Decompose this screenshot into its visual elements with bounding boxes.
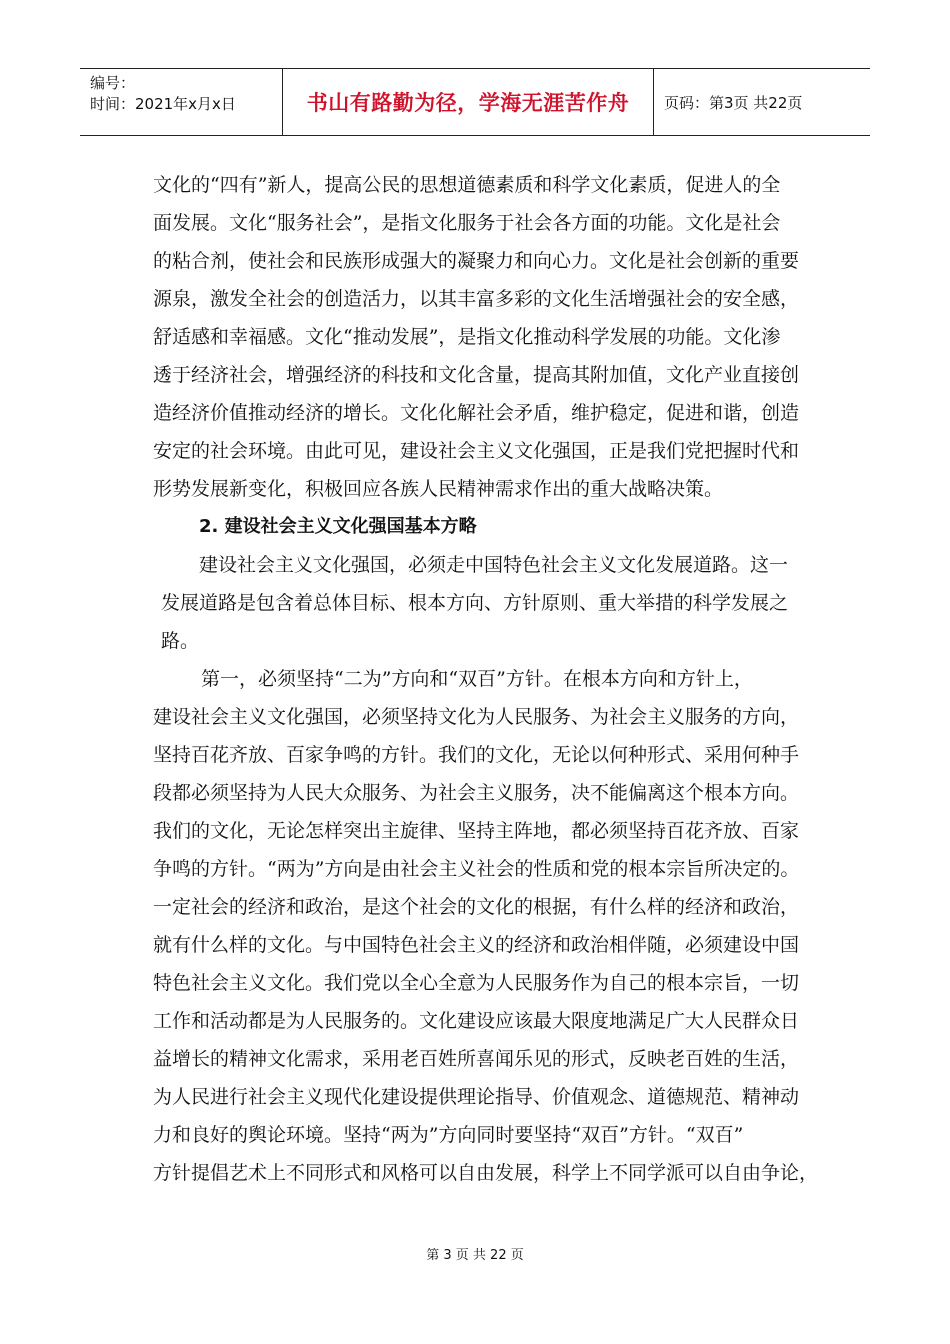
text-line: 工作和活动都是为人民服务的。文化建设应该最大限度地满足广大人民群众日 <box>153 1010 800 1032</box>
page-info-text: 页码：第3页 共22页 <box>664 93 803 112</box>
text-line: 舒适感和幸福感。文化“推动发展”，是指文化推动科学发展的功能。文化渗 <box>153 326 781 348</box>
document-body <box>153 166 819 1192</box>
text-line: 特色社会主义文化。我们党以全心全意为人民服务作为自己的根本宗旨，一切 <box>153 972 800 994</box>
paragraph-1 <box>153 166 813 508</box>
header-meta <box>80 69 282 135</box>
text-line: 段都必须坚持为人民大众服务、为社会主义服务，决不能偏离这个根本方向。 <box>153 782 800 804</box>
text-line: 就有什么样的文化。与中国特色社会主义的经济和政治相伴随，必须建设中国 <box>153 934 800 956</box>
text-line: 一定社会的经济和政治，是这个社会的文化的根据，有什么样的经济和政治， <box>153 896 800 918</box>
page-footer <box>0 1244 950 1263</box>
text-line: 造经济价值推动经济的增长。文化化解社会矛盾，维护稳定，促进和谐，创造 <box>153 402 800 424</box>
text-line: 力和良好的舆论环境。坚持“两为”方向同时要坚持“双百”方针。“双百” <box>153 1124 744 1146</box>
text-line: 我们的文化，无论怎样突出主旋律、坚持主阵地，都必须坚持百花齐放、百家 <box>153 820 800 842</box>
text-line: 方针提倡艺术上不同形式和风格可以自由发展，科学上不同学派可以自由争论， <box>153 1162 819 1184</box>
text-line: 益增长的精神文化需求，采用老百姓所喜闻乐见的形式，反映老百姓的生活， <box>153 1048 800 1070</box>
time-label: 时间：2021年x月x日 <box>90 95 236 113</box>
text-line: 建设社会主义文化强国，必须坚持文化为人民服务、为社会主义服务的方向， <box>153 706 800 728</box>
text-line: 文化的“四有”新人，提高公民的思想道德素质和科学文化素质，促进人的全 <box>153 174 781 196</box>
section-heading: 2. 建设社会主义文化强国基本方略 <box>199 516 477 537</box>
motto-text: 书山有路勤为径，学海无涯苦作舟 <box>306 91 630 115</box>
text-line: 源泉，激发全社会的创造活力，以其丰富多彩的文化生活增强社会的安全感， <box>153 288 800 310</box>
page-header <box>80 68 870 136</box>
text-line: 安定的社会环境。由此可见，建设社会主义文化强国，正是我们党把握时代和 <box>153 440 800 462</box>
text-line: 路。 <box>161 630 200 652</box>
text-line: 发展道路是包含着总体目标、根本方向、方针原则、重大举措的科学发展之 <box>161 592 789 614</box>
text-line: 建设社会主义文化强国，必须走中国特色社会主义文化发展道路。这一 <box>199 554 789 576</box>
text-line: 面发展。文化“服务社会”，是指文化服务于社会各方面的功能。文化是社会 <box>153 212 781 234</box>
text-line: 透于经济社会，增强经济的科技和文化含量，提高其附加值，文化产业直接创 <box>153 364 800 386</box>
header-motto <box>282 69 654 135</box>
paragraph-2 <box>153 546 813 660</box>
text-line: 形势发展新变化，积极回应各族人民精神需求作出的重大战略决策。 <box>153 478 724 500</box>
header-page-info <box>654 69 870 135</box>
number-label: 编号： <box>90 74 136 92</box>
footer-page-number: 第 3 页 共 22 页 <box>426 1248 524 1263</box>
text-line: 为人民进行社会主义现代化建设提供理论指导、价值观念、道德规范、精神动 <box>153 1086 800 1108</box>
text-line: 争鸣的方针。“两为”方向是由社会主义社会的性质和党的根本宗旨所决定的。 <box>153 858 800 880</box>
text-line: 第一，必须坚持“二为”方向和“双百”方针。在根本方向和方针上， <box>201 668 753 690</box>
text-line: 的粘合剂，使社会和民族形成强大的凝聚力和向心力。文化是社会创新的重要 <box>153 250 800 272</box>
paragraph-3 <box>153 660 819 1192</box>
text-line: 坚持百花齐放、百家争鸣的方针。我们的文化，无论以何种形式、采用何种手 <box>153 744 800 766</box>
